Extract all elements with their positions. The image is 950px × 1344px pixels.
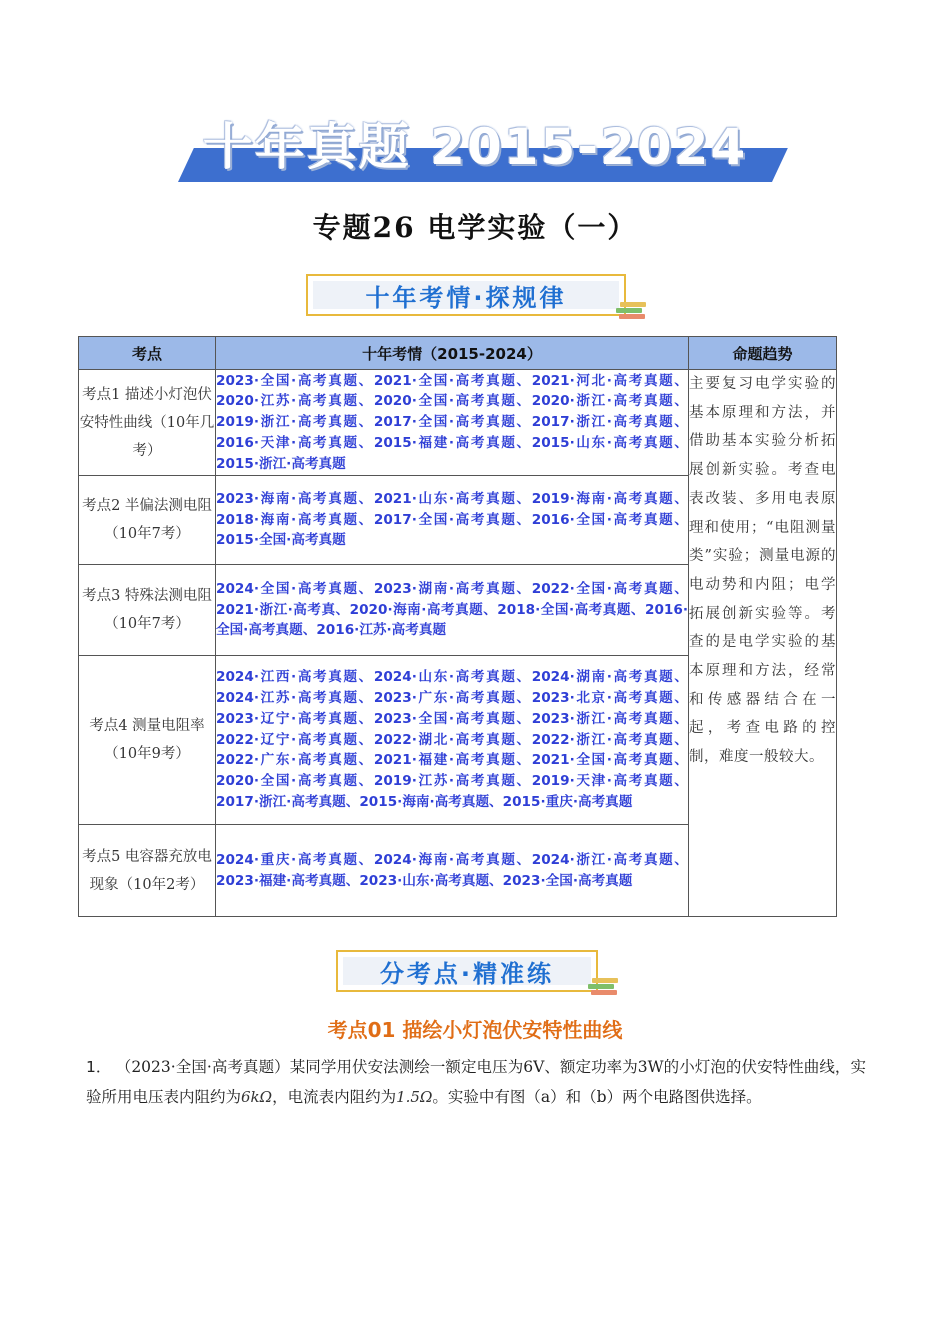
books-icon bbox=[588, 976, 618, 998]
section-tag-trends bbox=[306, 274, 626, 316]
question-1 bbox=[86, 1052, 866, 1112]
exam-point-cell: 考点3 特殊法测电阻（10年7考） bbox=[79, 565, 216, 656]
header-cell: 考点 bbox=[79, 337, 216, 370]
books-icon bbox=[616, 300, 646, 322]
ammeter-resistance: 1.5Ω bbox=[396, 1088, 433, 1106]
banner-text: 十年真题 2015-2024 bbox=[202, 118, 748, 176]
header-cell: 命题趋势 bbox=[689, 337, 837, 370]
header-banner bbox=[178, 118, 772, 184]
page-title: 专题26 电学实验（一） bbox=[312, 211, 638, 244]
question-text: （2023·全国·高考真题）某同学用伏安法测绘一额定电压为6V、额定功率为3W的小灯泡的伏安特性曲线，实验所用电压表内阻约为 bbox=[86, 1058, 866, 1106]
voltmeter-resistance: 6kΩ bbox=[241, 1088, 273, 1106]
question-text: 。实验中有图（a）和（b）两个电路图供选择。 bbox=[432, 1088, 762, 1106]
table-header-row bbox=[79, 337, 837, 370]
question-number: 1． bbox=[86, 1058, 112, 1076]
exam-list-cell: 2023·全国·高考真题、2021·全国·高考真题、2021·河北·高考真题、2020·江苏·高考真题、2020·全国·高考真题、2020·浙江·高考真题、2019·浙江·高考真题、2017·全国·高考真题、2017·浙江·高考真题、2016·天津·高考真题、2015·福建·高考真题、2015·山东·高考真题、2015·浙江·高考真题 bbox=[216, 370, 689, 476]
exam-list-cell: 2023·海南·高考真题、2021·山东·高考真题、2019·海南·高考真题、2018·海南·高考真题、2017·全国·高考真题、2016·全国·高考真题、2015·全国·高考真题 bbox=[216, 476, 689, 565]
section-tag-label: 分考点·精准练 bbox=[379, 959, 555, 988]
section-tag-label: 十年考情·探规律 bbox=[365, 283, 567, 312]
exam-point-cell: 考点5 电容器充放电现象（10年2考） bbox=[79, 825, 216, 917]
header-cell: 十年考情（2015-2024） bbox=[216, 337, 689, 370]
exam-point-heading: 考点01 描绘小灯泡伏安特性曲线 bbox=[327, 1018, 623, 1042]
exam-list-cell: 2024·全国·高考真题、2023·湖南·高考真题、2022·全国·高考真题、2021·浙江·高考真、2020·海南·高考真题、2018·全国·高考真题、2016·全国·高考真题、2016·江苏·高考真题 bbox=[216, 565, 689, 656]
exam-overview-table bbox=[78, 336, 837, 917]
section-tag-practice bbox=[336, 950, 598, 992]
table-row bbox=[79, 370, 837, 476]
exam-point-cell: 考点1 描述小灯泡伏安特性曲线（10年几考） bbox=[79, 370, 216, 476]
exam-point-cell: 考点2 半偏法测电阻（10年7考） bbox=[79, 476, 216, 565]
exam-list-cell: 2024·重庆·高考真题、2024·海南·高考真题、2024·浙江·高考真题、2023·福建·高考真题、2023·山东·高考真题、2023·全国·高考真题 bbox=[216, 825, 689, 917]
question-text: ，电流表内阻约为 bbox=[272, 1088, 397, 1106]
trend-cell: 主要复习电学实验的基本原理和方法，并借助基本实验分析拓展创新实验。考查电表改装、多用电表原理和使用；“电阻测量类”实验；测量电源的电动势和内阻；电学拓展创新实验等。考查的是电学实验的基本原理和方法，经常和传感器结合在一起，考查电路的控制，难度一般较大。 bbox=[689, 370, 837, 917]
exam-point-cell: 考点4 测量电阻率（10年9考） bbox=[79, 656, 216, 825]
exam-list-cell: 2024·江西·高考真题、2024·山东·高考真题、2024·湖南·高考真题、2024·江苏·高考真题、2023·广东·高考真题、2023·北京·高考真题、2023·辽宁·高考真题、2023·全国·高考真题、2023·浙江·高考真题、2022·辽宁·高考真题、2022·湖北·高考真题、2022·浙江·高考真题、2022·广东·高考真题、2021·福建·高考真题、2021·全国·高考真题、2020·全国·高考真题、2019·江苏·高考真题、2019·天津·高考真题、2017·浙江·高考真题、2015·海南·高考真题、2015·重庆·高考真题 bbox=[216, 656, 689, 825]
